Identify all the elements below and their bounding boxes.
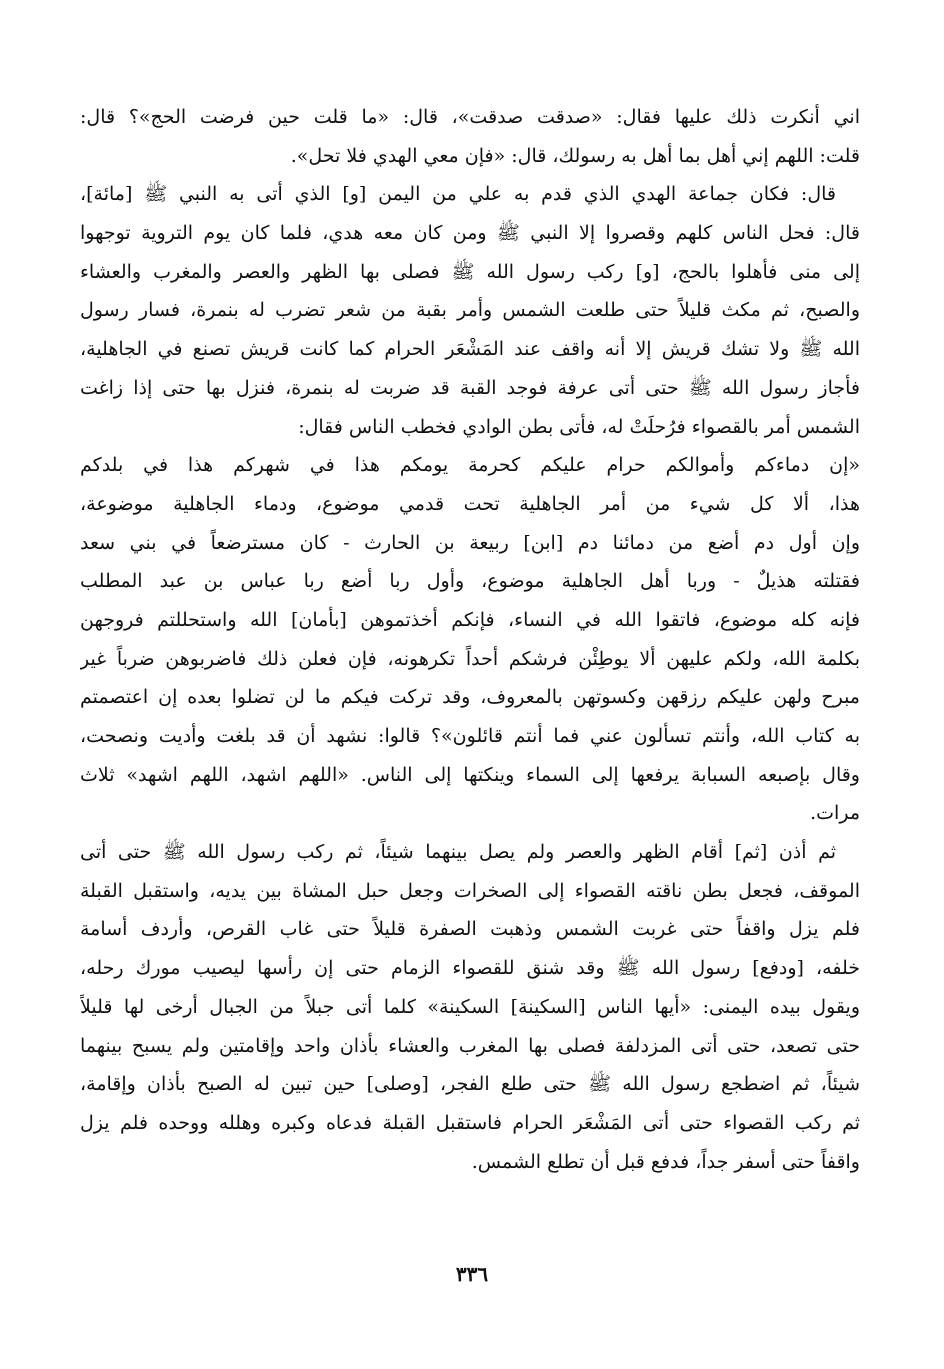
paragraph xyxy=(80,833,860,1181)
text-line: فلم يزل واقفاً حتى غربت الشمس وذهبت الصفرة قليلاً حتى غاب القرص، وأردف أسامة xyxy=(80,918,860,941)
paragraph xyxy=(80,446,860,833)
page-body xyxy=(80,98,860,1181)
text-line: به كتاب الله، وأنتم تسألون عني فما أنتم قائلون»؟ قالوا: نشهد أن قد بلغت وأديت ونصحت، xyxy=(80,725,860,747)
text-line: قال: فكان جماعة الهدي الذي قدم به علي من اليمن [و] الذي أتى به النبي ﷺ [مائة]، xyxy=(80,183,836,206)
text-line: الموقف، فجعل بطن ناقته القصواء إلى الصخرات وجعل حبل المشاة بين يديه، واستقبل القبلة xyxy=(80,879,860,902)
text-line: بكلمة الله، ولكم عليهن ألا يوطِئْن فرشكم أحداً تكرهونه، فإن فعلن ذلك فاضربوهن ضرباً غير xyxy=(80,647,860,670)
paragraph xyxy=(80,98,860,175)
text-line: مرات. xyxy=(810,802,860,825)
text-line: ثم ركب القصواء حتى أتى المَشْعَر الحرام فاستقبل القبلة فدعاه وكبره وهلله ووحده فلم يزل xyxy=(80,1111,860,1134)
text-line: فإنه كله موضوع، فاتقوا الله في النساء، فإنكم أخذتموهن [بأمان] الله واستحللتم فروجهن xyxy=(80,608,860,631)
text-line: وقال بإصبعه السبابة يرفعها إلى السماء وينكتها إلى الناس. «اللهم اشهد، اللهم اشهد» ثلاث xyxy=(80,763,860,786)
text-line: ويقول بيده اليمنى: «أيها الناس [السكينة] السكينة» كلما أتى جبلاً من الجبال أرخى لها قليلاً xyxy=(80,995,860,1018)
text-line: ثم أذن [ثم] أقام الظهر والعصر ولم يصل بينهما شيئاً، ثم ركب رسول الله ﷺ حتى أتى xyxy=(80,841,836,864)
text-line: الله ﷺ ولا تشك قريش إلا أنه واقف عند المَشْعَر الحرام كما كانت قريش تصنع في الجاهلية، xyxy=(80,338,860,361)
text-line: والصبح، ثم مكث قليلاً حتى طلعت الشمس وأمر بقبة من شعر تضرب له بنمرة، فسار رسول xyxy=(80,299,860,322)
text-line: هذا، ألا كل شيء من أمر الجاهلية تحت قدمي موضوع، ودماء الجاهلية موضوعة، xyxy=(80,492,860,515)
paragraph xyxy=(80,175,860,446)
text-line: اني أنكرت ذلك عليها فقال: «صدقت صدقت»، قال: «ما قلت حين فرضت الحج»؟ قال: xyxy=(80,106,860,128)
text-line: قلت: اللهم إني أهل بما أهل به رسولك، قال: «فإن معي الهدي فلا تحل». xyxy=(290,144,860,167)
text-line: وإن أول دم أضع من دمائنا دم [ابن] ربيعة بن الحارث - كان مسترضعاً في بني سعد xyxy=(80,531,860,554)
text-line: واقفاً حتى أسفر جداً، فدفع قبل أن تطلع الشمس. xyxy=(471,1150,860,1173)
text-line: فأجاز رسول الله ﷺ حتى أتى عرفة فوجد القبة قد ضربت له بنمرة، فنزل بها حتى إذا زاغت xyxy=(80,376,860,399)
text-line: مبرح ولهن عليكم رزقهن وكسوتهن بالمعروف، وقد تركت فيكم ما لن تضلوا بعده إن اعتصمتم xyxy=(80,686,860,709)
text-line: فقتلته هذيلٌ - وربا أهل الجاهلية موضوع، وأول ربا أضع ربا عباس بن عبد المطلب xyxy=(80,570,860,593)
text-line: حتى تصعد، حتى أتى المزدلفة فصلى بها المغرب والعشاء بأذان واحد وإقامتين ولم يسبح بينهما xyxy=(80,1034,860,1057)
page-number: ٣٣٦ xyxy=(455,1262,489,1286)
text-line: شيئاً، ثم اضطجع رسول الله ﷺ حتى طلع الفجر، [وصلى] حين تبين له الصبح بأذان وإقامة، xyxy=(80,1073,860,1096)
text-line: خلفه، [ودفع] رسول الله ﷺ وقد شنق للقصواء الزمام حتى إن رأسها ليصيب مورك رحله، xyxy=(80,957,860,980)
text-line: إلى منى فأهلوا بالحج، [و] ركب رسول الله ﷺ فصلى بها الظهر والعصر والمغرب والعشاء xyxy=(80,260,860,283)
text-line: قال: فحل الناس كلهم وقصروا إلا النبي ﷺ ومن كان معه هدي، فلما كان يوم التروية توجهوا xyxy=(80,222,860,245)
text-line: الشمس أمر بالقصواء فرُحلَتْ له، فأتى بطن الوادي فخطب الناس فقال: xyxy=(298,415,860,438)
text-line: «إن دماءكم وأموالكم حرام عليكم كحرمة يومكم هذا في شهركم هذا في بلدكم xyxy=(80,454,860,477)
